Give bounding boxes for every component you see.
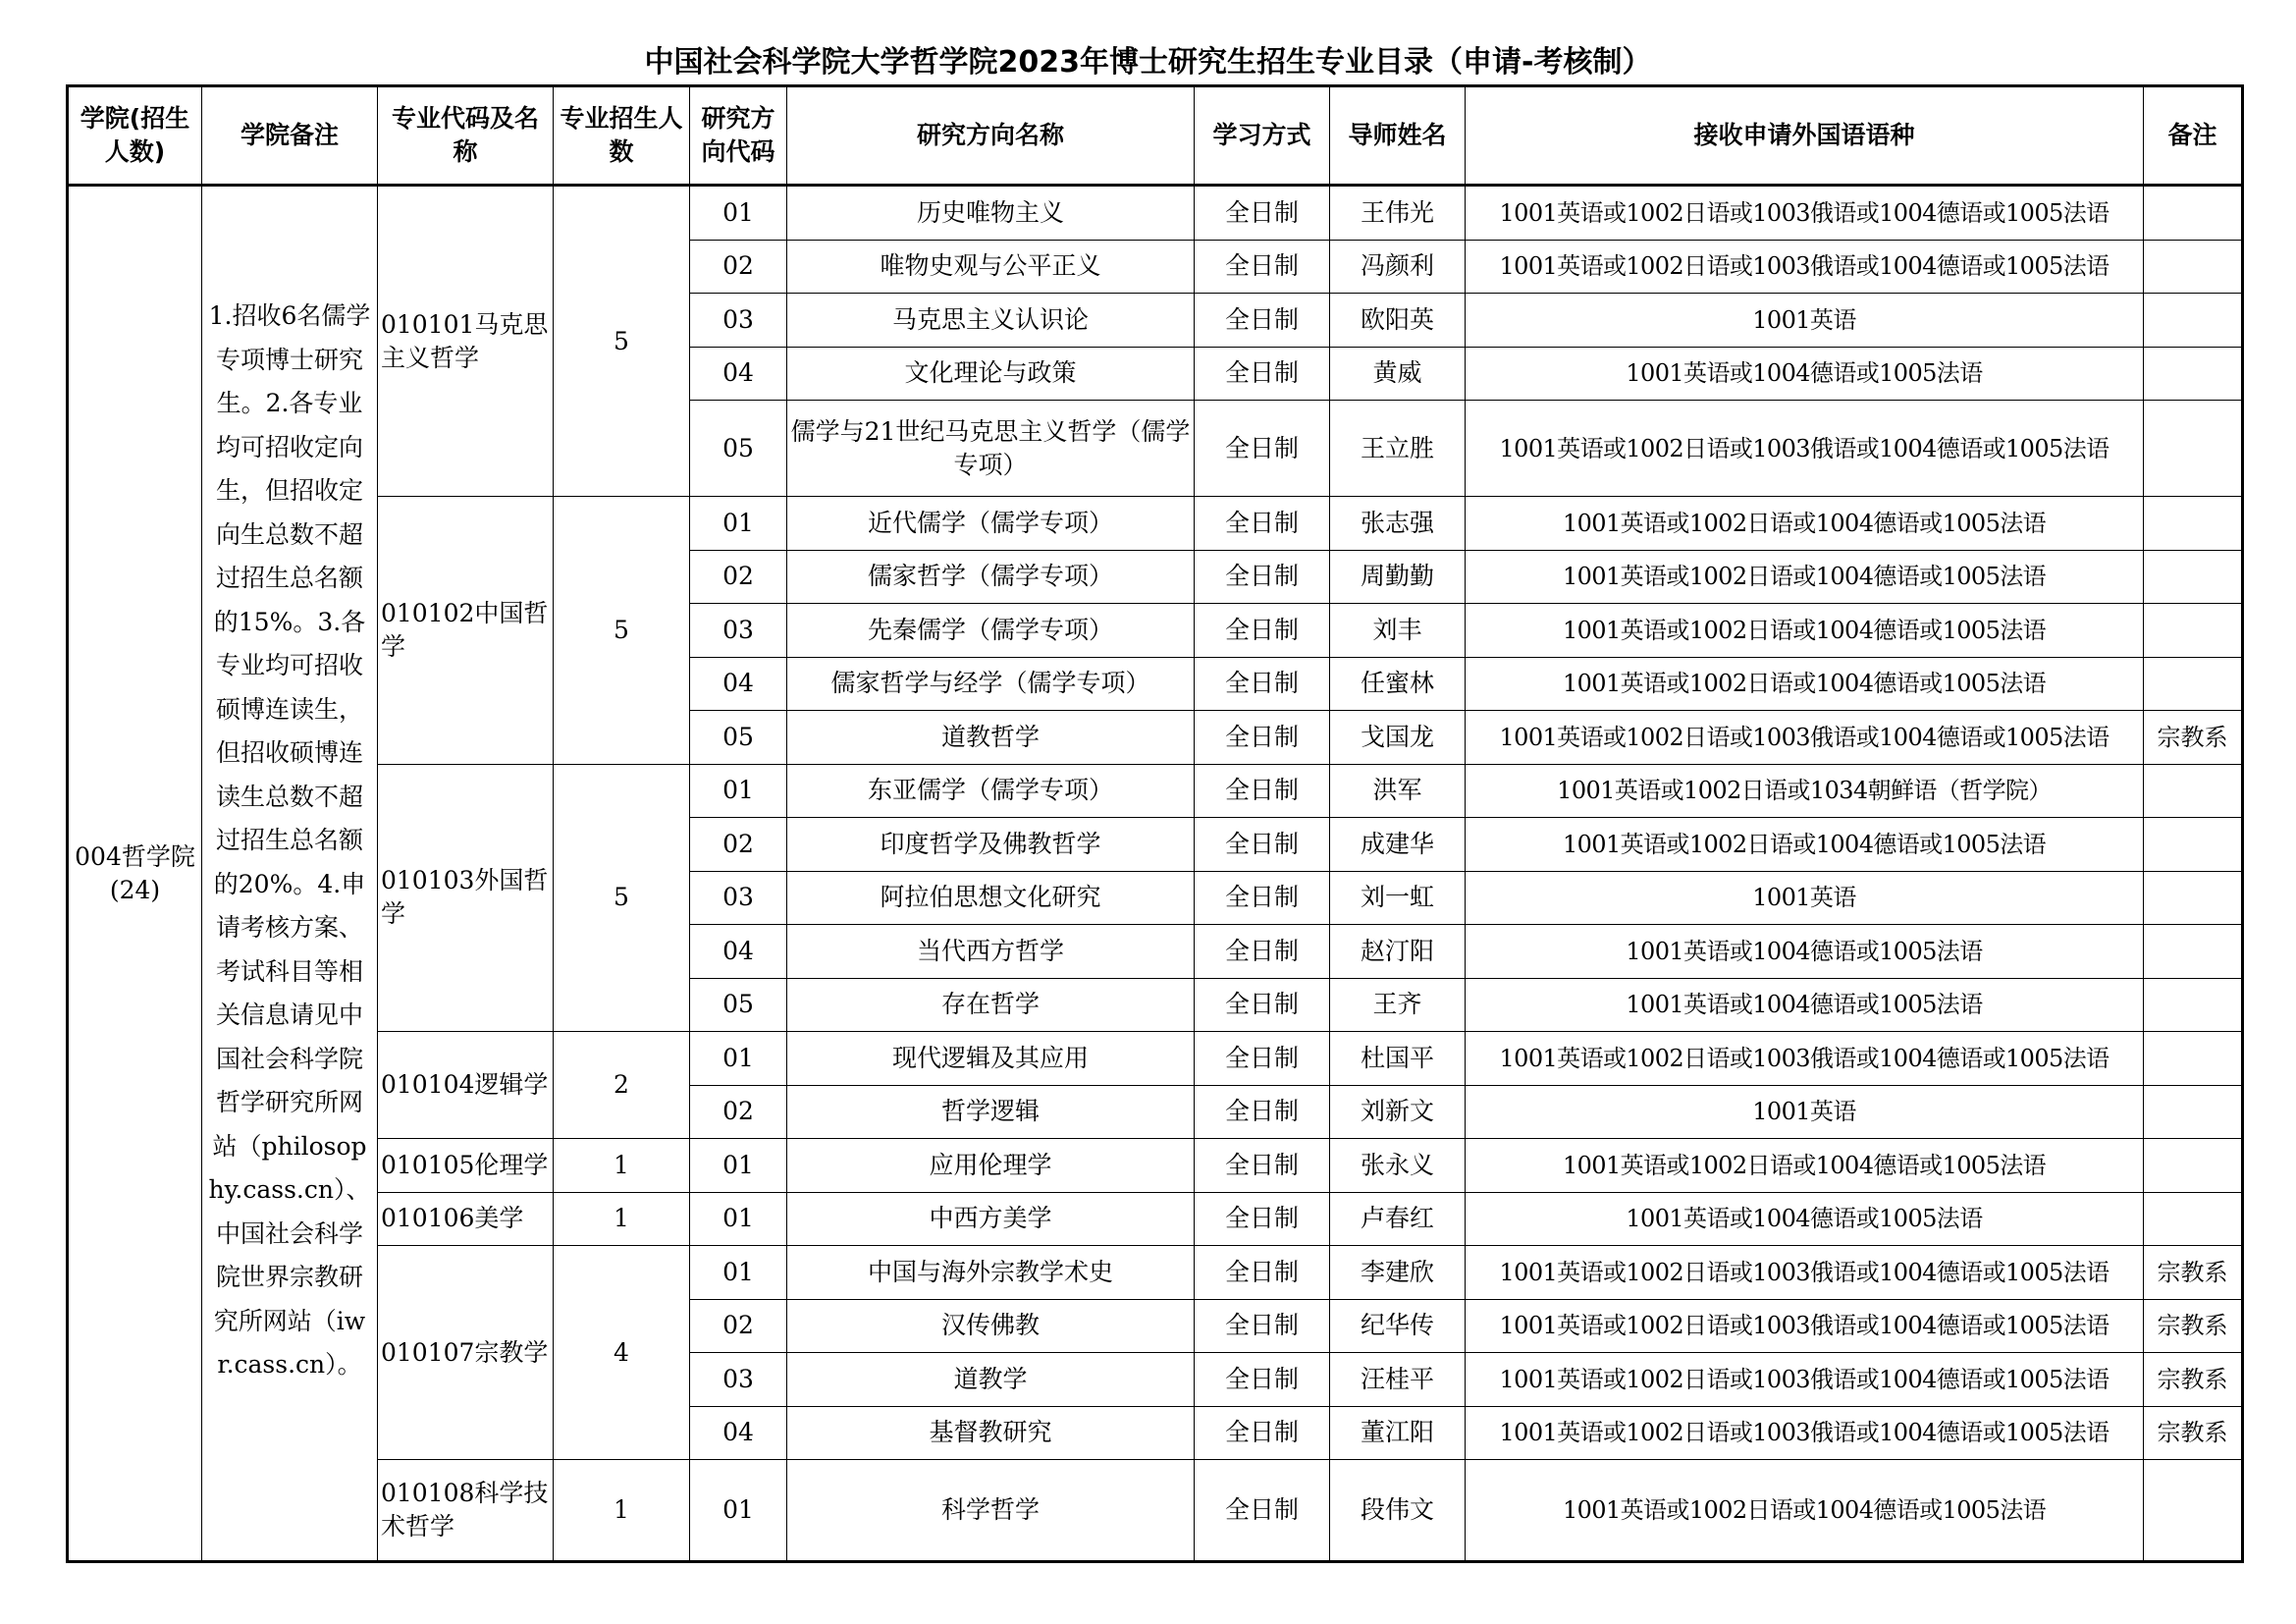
study-mode-cell: 全日制 — [1195, 1139, 1330, 1193]
direction-name-cell: 文化理论与政策 — [787, 347, 1195, 401]
direction-code-cell: 03 — [690, 604, 787, 658]
header-languages: 接收申请外国语语种 — [1466, 86, 2144, 186]
remark-cell — [2144, 1192, 2243, 1246]
languages-cell: 1001英语或1002日语或1003俄语或1004德语或1005法语 — [1466, 1246, 2144, 1300]
languages-cell: 1001英语或1002日语或1003俄语或1004德语或1005法语 — [1466, 1406, 2144, 1460]
supervisor-cell: 刘丰 — [1330, 604, 1466, 658]
study-mode-cell: 全日制 — [1195, 657, 1330, 711]
direction-name-cell: 近代儒学（儒学专项） — [787, 497, 1195, 551]
college-note-cell: 1.招收6名儒学专项博士研究生。2.各专业均可招收定向生，但招收定向生总数不超过招生总名额的15%。3.各专业均可招收硕博连读生，但招收硕博连读生总数不超过招生总名额的20%。4.申请考核方案、考试科目等相关信息请见中国社会科学院哲学研究所网站（philosophy.cass.cn）、中国社会科学院世界宗教研究所网站（iwr.cass.cn）。 — [202, 186, 378, 1562]
direction-name-cell: 马克思主义认识论 — [787, 294, 1195, 348]
header-major: 专业代码及名称 — [378, 86, 554, 186]
supervisor-cell: 黄威 — [1330, 347, 1466, 401]
supervisor-cell: 欧阳英 — [1330, 294, 1466, 348]
supervisor-cell: 刘一虹 — [1330, 871, 1466, 925]
supervisor-cell: 李建欣 — [1330, 1246, 1466, 1300]
table-row — [68, 1460, 2243, 1562]
supervisor-cell: 段伟文 — [1330, 1460, 1466, 1562]
languages-cell: 1001英语或1002日语或1034朝鲜语（哲学院） — [1466, 764, 2144, 818]
study-mode-cell: 全日制 — [1195, 497, 1330, 551]
languages-cell: 1001英语或1002日语或1004德语或1005法语 — [1466, 1139, 2144, 1193]
direction-name-cell: 汉传佛教 — [787, 1299, 1195, 1353]
remark-cell: 宗教系 — [2144, 1299, 2243, 1353]
direction-name-cell: 印度哲学及佛教哲学 — [787, 818, 1195, 872]
remark-cell — [2144, 401, 2243, 497]
supervisor-cell: 王伟光 — [1330, 186, 1466, 241]
remark-cell: 宗教系 — [2144, 1406, 2243, 1460]
direction-name-cell: 现代逻辑及其应用 — [787, 1032, 1195, 1086]
supervisor-cell: 刘新文 — [1330, 1085, 1466, 1139]
remark-cell — [2144, 1139, 2243, 1193]
remark-cell — [2144, 347, 2243, 401]
table-row — [68, 764, 2243, 818]
quota-cell: 5 — [554, 186, 690, 497]
languages-cell: 1001英语或1002日语或1003俄语或1004德语或1005法语 — [1466, 186, 2144, 241]
quota-cell: 4 — [554, 1246, 690, 1460]
quota-cell: 5 — [554, 497, 690, 765]
study-mode-cell: 全日制 — [1195, 604, 1330, 658]
study-mode-cell: 全日制 — [1195, 550, 1330, 604]
direction-name-cell: 儒学与21世纪马克思主义哲学（儒学专项） — [787, 401, 1195, 497]
table-row — [68, 1139, 2243, 1193]
header-quota: 专业招生人数 — [554, 86, 690, 186]
supervisor-cell: 王立胜 — [1330, 401, 1466, 497]
header-direction-name: 研究方向名称 — [787, 86, 1195, 186]
direction-code-cell: 02 — [690, 1299, 787, 1353]
direction-code-cell: 01 — [690, 1139, 787, 1193]
major-cell: 010103外国哲学 — [378, 764, 554, 1032]
direction-code-cell: 03 — [690, 1353, 787, 1407]
languages-cell: 1001英语或1004德语或1005法语 — [1466, 1192, 2144, 1246]
direction-name-cell: 存在哲学 — [787, 978, 1195, 1032]
study-mode-cell: 全日制 — [1195, 1246, 1330, 1300]
direction-name-cell: 科学哲学 — [787, 1460, 1195, 1562]
remark-cell — [2144, 1460, 2243, 1562]
remark-cell: 宗教系 — [2144, 1246, 2243, 1300]
direction-name-cell: 当代西方哲学 — [787, 925, 1195, 979]
major-cell: 010107宗教学 — [378, 1246, 554, 1460]
study-mode-cell: 全日制 — [1195, 186, 1330, 241]
languages-cell: 1001英语或1004德语或1005法语 — [1466, 925, 2144, 979]
direction-code-cell: 02 — [690, 818, 787, 872]
direction-name-cell: 应用伦理学 — [787, 1139, 1195, 1193]
remark-cell — [2144, 978, 2243, 1032]
major-cell: 010102中国哲学 — [378, 497, 554, 765]
languages-cell: 1001英语 — [1466, 871, 2144, 925]
remark-cell — [2144, 497, 2243, 551]
header-college-note: 学院备注 — [202, 86, 378, 186]
languages-cell: 1001英语或1002日语或1003俄语或1004德语或1005法语 — [1466, 401, 2144, 497]
supervisor-cell: 张志强 — [1330, 497, 1466, 551]
direction-code-cell: 01 — [690, 1246, 787, 1300]
college-cell: 004哲学院(24) — [68, 186, 202, 1562]
direction-name-cell: 历史唯物主义 — [787, 186, 1195, 241]
direction-name-cell: 阿拉伯思想文化研究 — [787, 871, 1195, 925]
study-mode-cell: 全日制 — [1195, 925, 1330, 979]
remark-cell — [2144, 764, 2243, 818]
languages-cell: 1001英语或1002日语或1003俄语或1004德语或1005法语 — [1466, 1353, 2144, 1407]
languages-cell: 1001英语或1002日语或1003俄语或1004德语或1005法语 — [1466, 240, 2144, 294]
languages-cell: 1001英语或1002日语或1004德语或1005法语 — [1466, 657, 2144, 711]
catalog-body — [68, 186, 2243, 1562]
direction-code-cell: 01 — [690, 1460, 787, 1562]
direction-code-cell: 02 — [690, 240, 787, 294]
study-mode-cell: 全日制 — [1195, 1460, 1330, 1562]
remark-cell — [2144, 1085, 2243, 1139]
remark-cell — [2144, 604, 2243, 658]
supervisor-cell: 汪桂平 — [1330, 1353, 1466, 1407]
direction-code-cell: 04 — [690, 657, 787, 711]
study-mode-cell: 全日制 — [1195, 871, 1330, 925]
direction-code-cell: 03 — [690, 871, 787, 925]
languages-cell: 1001英语或1002日语或1004德语或1005法语 — [1466, 550, 2144, 604]
major-cell: 010104逻辑学 — [378, 1032, 554, 1139]
direction-code-cell: 04 — [690, 1406, 787, 1460]
study-mode-cell: 全日制 — [1195, 1032, 1330, 1086]
study-mode-cell: 全日制 — [1195, 1192, 1330, 1246]
remark-cell: 宗教系 — [2144, 1353, 2243, 1407]
quota-cell: 5 — [554, 764, 690, 1032]
header-direction-code: 研究方向代码 — [690, 86, 787, 186]
remark-cell — [2144, 550, 2243, 604]
supervisor-cell: 王齐 — [1330, 978, 1466, 1032]
direction-code-cell: 01 — [690, 764, 787, 818]
study-mode-cell: 全日制 — [1195, 1085, 1330, 1139]
supervisor-cell: 卢春红 — [1330, 1192, 1466, 1246]
remark-cell — [2144, 186, 2243, 241]
quota-cell: 1 — [554, 1460, 690, 1562]
direction-name-cell: 先秦儒学（儒学专项） — [787, 604, 1195, 658]
study-mode-cell: 全日制 — [1195, 401, 1330, 497]
header-supervisor: 导师姓名 — [1330, 86, 1466, 186]
study-mode-cell: 全日制 — [1195, 1406, 1330, 1460]
major-cell: 010108科学技术哲学 — [378, 1460, 554, 1562]
direction-name-cell: 儒家哲学（儒学专项） — [787, 550, 1195, 604]
direction-code-cell: 01 — [690, 497, 787, 551]
study-mode-cell: 全日制 — [1195, 294, 1330, 348]
table-row — [68, 497, 2243, 551]
languages-cell: 1001英语或1002日语或1004德语或1005法语 — [1466, 818, 2144, 872]
major-cell: 010101马克思主义哲学 — [378, 186, 554, 497]
table-row — [68, 1032, 2243, 1086]
languages-cell: 1001英语或1002日语或1003俄语或1004德语或1005法语 — [1466, 1032, 2144, 1086]
direction-code-cell: 01 — [690, 1032, 787, 1086]
major-cell: 010106美学 — [378, 1192, 554, 1246]
supervisor-cell: 戈国龙 — [1330, 711, 1466, 765]
direction-name-cell: 儒家哲学与经学（儒学专项） — [787, 657, 1195, 711]
header-remark: 备注 — [2144, 86, 2243, 186]
enrollment-catalog-table — [66, 84, 2244, 1563]
languages-cell: 1001英语或1004德语或1005法语 — [1466, 978, 2144, 1032]
direction-code-cell: 05 — [690, 711, 787, 765]
direction-code-cell: 01 — [690, 186, 787, 241]
languages-cell: 1001英语或1002日语或1003俄语或1004德语或1005法语 — [1466, 1299, 2144, 1353]
supervisor-cell: 杜国平 — [1330, 1032, 1466, 1086]
languages-cell: 1001英语或1002日语或1004德语或1005法语 — [1466, 1460, 2144, 1562]
quota-cell: 1 — [554, 1139, 690, 1193]
direction-code-cell: 02 — [690, 550, 787, 604]
direction-name-cell: 哲学逻辑 — [787, 1085, 1195, 1139]
supervisor-cell: 赵汀阳 — [1330, 925, 1466, 979]
direction-name-cell: 唯物史观与公平正义 — [787, 240, 1195, 294]
languages-cell: 1001英语 — [1466, 294, 2144, 348]
supervisor-cell: 张永义 — [1330, 1139, 1466, 1193]
direction-name-cell: 道教哲学 — [787, 711, 1195, 765]
table-row — [68, 1192, 2243, 1246]
direction-code-cell: 04 — [690, 347, 787, 401]
languages-cell: 1001英语或1002日语或1004德语或1005法语 — [1466, 604, 2144, 658]
supervisor-cell: 董江阳 — [1330, 1406, 1466, 1460]
supervisor-cell: 洪军 — [1330, 764, 1466, 818]
supervisor-cell: 任蜜林 — [1330, 657, 1466, 711]
study-mode-cell: 全日制 — [1195, 978, 1330, 1032]
study-mode-cell: 全日制 — [1195, 764, 1330, 818]
major-cell: 010105伦理学 — [378, 1139, 554, 1193]
direction-code-cell: 02 — [690, 1085, 787, 1139]
header-college: 学院(招生人数) — [68, 86, 202, 186]
quota-cell: 1 — [554, 1192, 690, 1246]
study-mode-cell: 全日制 — [1195, 347, 1330, 401]
quota-cell: 2 — [554, 1032, 690, 1139]
study-mode-cell: 全日制 — [1195, 1299, 1330, 1353]
direction-name-cell: 中国与海外宗教学术史 — [787, 1246, 1195, 1300]
remark-cell — [2144, 657, 2243, 711]
direction-code-cell: 01 — [690, 1192, 787, 1246]
study-mode-cell: 全日制 — [1195, 818, 1330, 872]
supervisor-cell: 周勤勤 — [1330, 550, 1466, 604]
remark-cell — [2144, 1032, 2243, 1086]
table-row — [68, 186, 2243, 241]
direction-name-cell: 中西方美学 — [787, 1192, 1195, 1246]
languages-cell: 1001英语或1002日语或1003俄语或1004德语或1005法语 — [1466, 711, 2144, 765]
document-title: 中国社会科学院大学哲学院2023年博士研究生招生专业目录（申请-考核制） — [644, 45, 1652, 80]
languages-cell: 1001英语或1004德语或1005法语 — [1466, 347, 2144, 401]
study-mode-cell: 全日制 — [1195, 1353, 1330, 1407]
remark-cell — [2144, 925, 2243, 979]
header-row — [68, 86, 2243, 186]
table-row — [68, 1246, 2243, 1300]
remark-cell: 宗教系 — [2144, 711, 2243, 765]
supervisor-cell: 纪华传 — [1330, 1299, 1466, 1353]
remark-cell — [2144, 240, 2243, 294]
direction-code-cell: 05 — [690, 401, 787, 497]
study-mode-cell: 全日制 — [1195, 711, 1330, 765]
direction-code-cell: 03 — [690, 294, 787, 348]
remark-cell — [2144, 294, 2243, 348]
languages-cell: 1001英语或1002日语或1004德语或1005法语 — [1466, 497, 2144, 551]
supervisor-cell: 冯颜利 — [1330, 240, 1466, 294]
direction-code-cell: 04 — [690, 925, 787, 979]
direction-name-cell: 道教学 — [787, 1353, 1195, 1407]
supervisor-cell: 成建华 — [1330, 818, 1466, 872]
header-study-mode: 学习方式 — [1195, 86, 1330, 186]
direction-code-cell: 05 — [690, 978, 787, 1032]
direction-name-cell: 基督教研究 — [787, 1406, 1195, 1460]
direction-name-cell: 东亚儒学（儒学专项） — [787, 764, 1195, 818]
remark-cell — [2144, 871, 2243, 925]
languages-cell: 1001英语 — [1466, 1085, 2144, 1139]
remark-cell — [2144, 818, 2243, 872]
study-mode-cell: 全日制 — [1195, 240, 1330, 294]
